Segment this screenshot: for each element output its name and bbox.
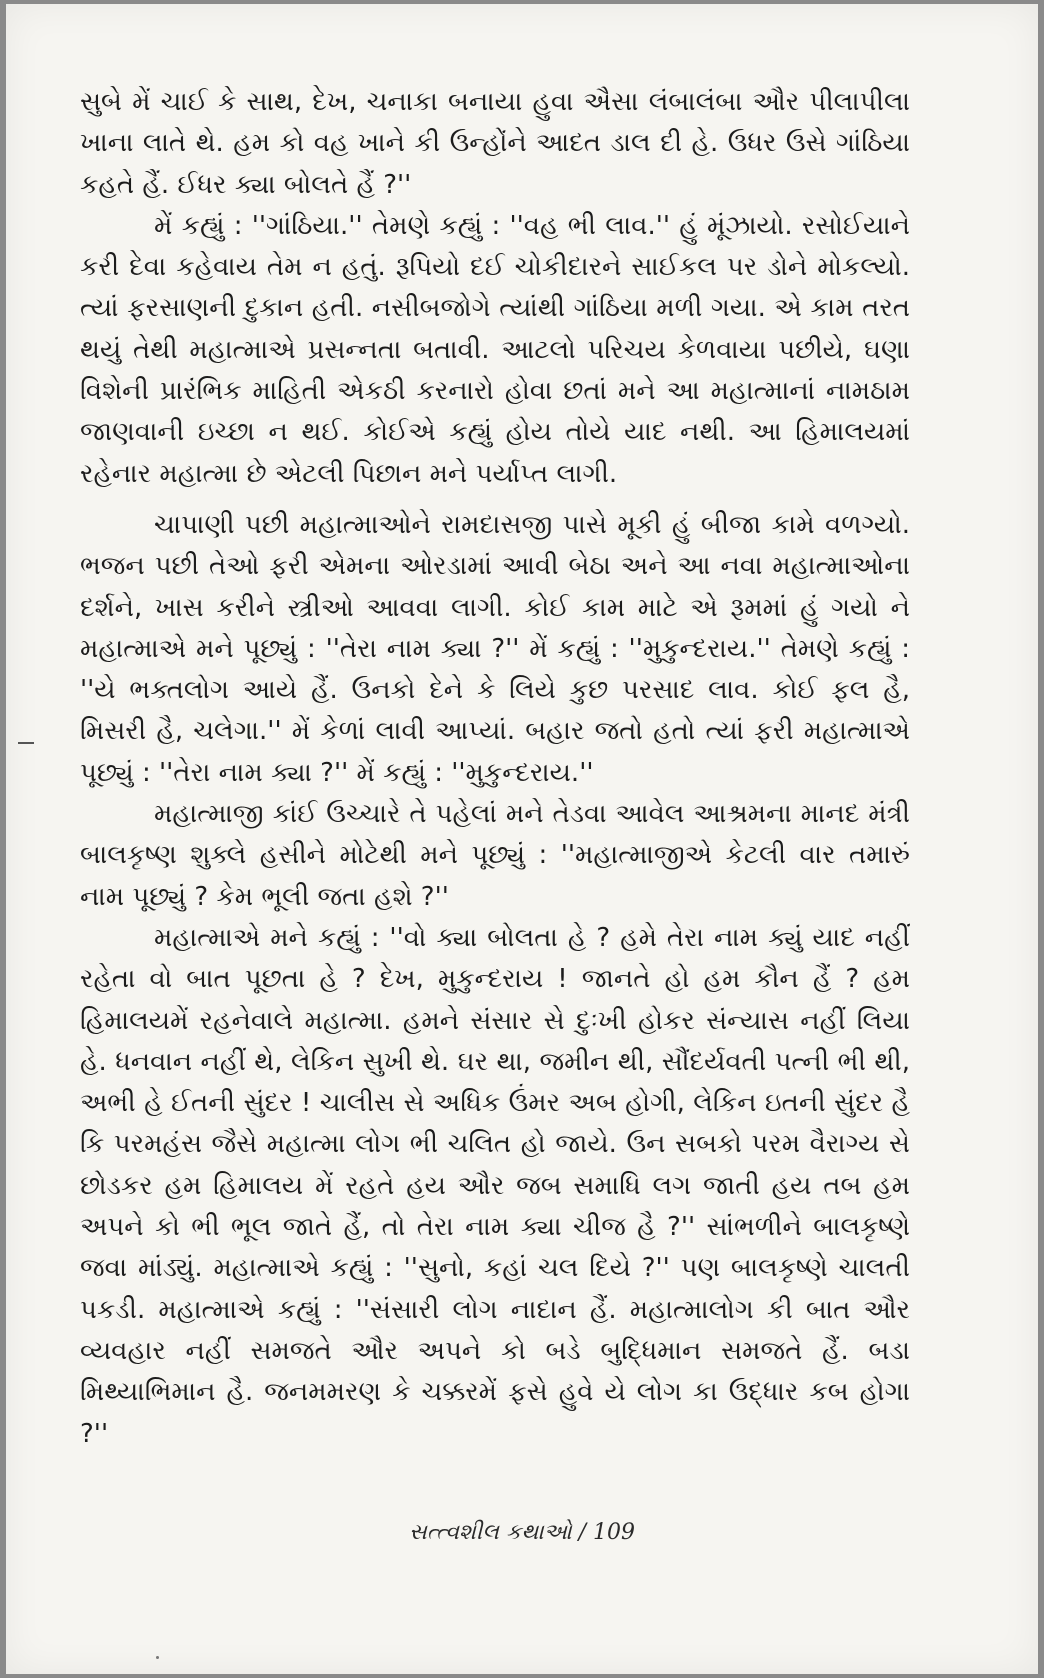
page-footer: સત્ત્વશીલ કથાઓ / 109 <box>409 1520 635 1545</box>
speck-mark <box>156 1656 159 1659</box>
paragraph-4: મહાત્માજી કાંઈ ઉચ્ચારે તે પહેલાં મને તેડવા આવેલ આશ્રમના માનદ મંત્રી બાલકૃષ્ણ શુક્લે હસીને મોટેથી મને પૂછ્યું : ''મહાત્માજીએ કેટલી વાર તમારું નામ પૂછ્યું ? કેમ ભૂલી જતા હશે ?'' <box>80 799 910 912</box>
paragraph-5: મહાત્માએ મને કહ્યું : ''વો ક્યા બોલતા હે ? હમે તેરા નામ ક્યું યાદ નહીં રહેતા વો બાત પૂછતા હે ? દેખ, મુકુન્દરાય ! જાનતે હો હમ કૌન હૈં ? હમ હિમાલયમેં રહનેવાલે મહાત્મા. હમને સંસાર સે દુઃખી હોકર સંન્યાસ નહીં લિયા હે. ધનવાન નહીં થે, લેકિન સુખી થે. ઘર થા, જમીન થી, સૌંદર્યવતી પત્ની ભી થી, અભી હે ઈતની સુંદર ! ચાલીસ સે અધિક ઉંમર અબ હોગી, લેકિન ઇતની સુંદર હૈ કિ પરમહંસ જૈસે મહાત્મા લોગ ભી ચલિત હો જાયે. ઉન સબકો પરમ વૈરાગ્ય સે છોડકર હમ હિમાલય મેં રહતે હય ઔર જબ સમાધિ લગ જાતી હય તબ હમ અપને કો ભી ભૂલ જાતે હૈં, તો તેરા નામ ક્યા ચીજ હૈ ?'' સાંભળીને બાલકૃષ્ણે જવા માંડ્યું. મહાત્માએ કહ્યું : ''સુનો, કહાં ચલ દિયે ?'' પણ બાલકૃષ્ણે ચાલતી પકડી. મહાત્માએ કહ્યું : ''સંસારી લોગ નાદાન હૈં. મહાત્માલોગ કી બાત ઔર વ્યવહાર નહીં સમજતે ઔર અપને કો બડે બુદ્ધિમાન સમજતે હૈં. બડા મિથ્યાભિમાન હૈ. જનમમરણ કે ચક્કરમેં ફસે હુવે યે લોગ કા ઉદ્ધાર કબ હોગા ?'' <box>80 922 910 1449</box>
body-text <box>80 82 910 1455</box>
paragraph-1: સુબે મેં ચાઈ કે સાથ, દેખ, ચનાકા બનાયા હુવા ઐસા લંબાલંબા ઔર પીલાપીલા ખાના લાતે થે. હમ કો વહ ખાને કી ઉન્હોંને આદત ડાલ દી હે. ઉધર ઉસે ગાંઠિયા કહતે હૈં. ઈધર ક્યા બોલતે હૈં ?'' <box>80 87 910 200</box>
paragraph-2: મેં કહ્યું : ''ગાંઠિયા.'' તેમણે કહ્યું : ''વહ ભી લાવ.'' હું મૂંઝાયો. રસોઈયાને કરી દેવા કહેવાય તેમ ન હતું. રૂપિયો દઈ ચોકીદારને સાઈકલ પર ડોને મોકલ્યો. ત્યાં ફરસાણની દુકાન હતી. નસીબજોગે ત્યાંથી ગાંઠિયા મળી ગયા. એ કામ તરત થયું તેથી મહાત્માએ પ્રસન્નતા બતાવી. આટલો પરિચય કેળવાયા પછીયે, ઘણા વિશેની પ્રારંભિક માહિતી એકઠી કરનારો હોવા છતાં મને આ મહાત્માનાં નામઠામ જાણવાની ઇચ્છા ન થઈ. કોઈએ કહ્યું હોય તોયે યાદ નથી. આ હિમાલયમાં રહેનાર મહાત્મા છે એટલી પિછાન મને પર્યાપ્ત લાગી. <box>80 210 910 489</box>
book-page <box>6 4 1038 1674</box>
margin-mark <box>18 742 34 744</box>
paragraph-3: ચાપાણી પછી મહાત્માઓને રામદાસજી પાસે મૂકી હું બીજા કામે વળગ્યો. ભજન પછી તેઓ ફરી એમના ઓરડામાં આવી બેઠા અને આ નવા મહાત્માઓના દર્શને, ખાસ કરીને સ્ત્રીઓ આવવા લાગી. કોઈ કામ માટે એ રૂમમાં હું ગયો ને મહાત્માએ મને પૂછ્યું : ''તેરા નામ ક્યા ?'' મેં કહ્યું : ''મુકુન્દરાય.'' તેમણે કહ્યું : ''યે ભક્તલોગ આયે હૈં. ઉનકો દેને કે લિયે કુછ પરસાદ લાવ. કોઈ ફલ હૈ, મિસરી હૈ, ચલેગા.'' મેં કેળાં લાવી આપ્યાં. બહાર જતો હતો ત્યાં ફરી મહાત્માએ પૂછ્યું : ''તેરા નામ ક્યા ?'' મેં કહ્યું : ''મુકુન્દરાય.'' <box>80 509 910 788</box>
